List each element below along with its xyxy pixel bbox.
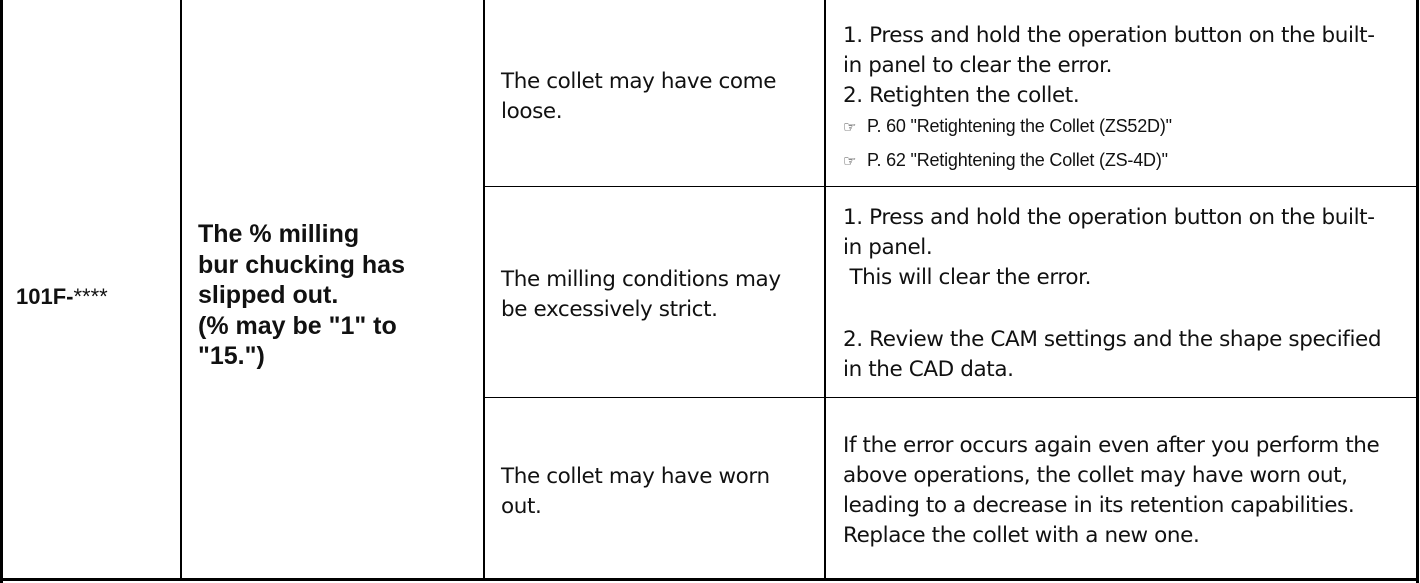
column-divider-3: [824, 0, 826, 580]
action-line: in the CAD data.: [843, 357, 1014, 382]
cause-cell-2: [501, 265, 821, 325]
reference-text: P. 62 "Retightening the Collet (ZS-4D)": [867, 150, 1168, 170]
cause-cell-3: [501, 462, 821, 522]
message-line: (% may be "1" to: [198, 311, 397, 340]
action-line: Replace the collet with a new one.: [843, 523, 1200, 548]
action-cell-2: [843, 203, 1413, 385]
action-line: If the error occurs again even after you perform the: [843, 433, 1380, 458]
error-code-prefix: 101F-: [16, 284, 74, 309]
action-line: above operations, the collet may have worn out,: [843, 463, 1348, 488]
cause-cell-1: [501, 67, 821, 127]
action-cell-1: [843, 21, 1413, 178]
action-line: leading to a decrease in its retention capabilities.: [843, 493, 1355, 518]
page-reference-1[interactable]: [843, 110, 1413, 144]
action-cell-3: [843, 431, 1413, 551]
error-code: [16, 284, 108, 310]
cause-line: The milling conditions may: [501, 267, 781, 292]
cause-line: loose.: [501, 99, 563, 124]
pointing-hand-icon: ☞: [843, 153, 857, 170]
reference-text: P. 60 "Retightening the Collet (ZS52D)": [867, 116, 1172, 136]
action-line: in panel.: [843, 235, 933, 260]
pointing-hand-icon: ☞: [843, 119, 857, 136]
cause-line: The collet may have come: [501, 69, 777, 94]
table-border-right: [1416, 0, 1419, 583]
message-line: "15."): [198, 342, 265, 370]
cause-line: The collet may have worn: [501, 464, 770, 489]
row-divider-1: [483, 186, 1418, 187]
cause-line: out.: [501, 494, 542, 519]
table-border-left: [0, 0, 3, 583]
row-divider-2: [483, 397, 1418, 398]
page-reference-2[interactable]: [843, 144, 1413, 178]
action-line: 2. Retighten the collet.: [843, 83, 1080, 108]
message-line: slipped out.: [198, 281, 339, 309]
action-line: in panel to clear the error.: [843, 53, 1113, 78]
error-code-suffix: ****: [73, 284, 108, 309]
action-line: This will clear the error.: [843, 265, 1092, 290]
message-line: bur chucking has: [198, 250, 405, 279]
action-line: 1. Press and hold the operation button on the built-: [843, 205, 1375, 230]
error-message: [198, 219, 478, 372]
action-line: 2. Review the CAM settings and the shape specified: [843, 327, 1382, 352]
message-line: The % milling: [198, 220, 360, 248]
column-divider-1: [180, 0, 182, 580]
column-divider-2: [483, 0, 485, 580]
table-border-bottom: [0, 578, 1419, 581]
cause-line: be excessively strict.: [501, 297, 718, 322]
action-line: 1. Press and hold the operation button on the built-: [843, 23, 1375, 48]
